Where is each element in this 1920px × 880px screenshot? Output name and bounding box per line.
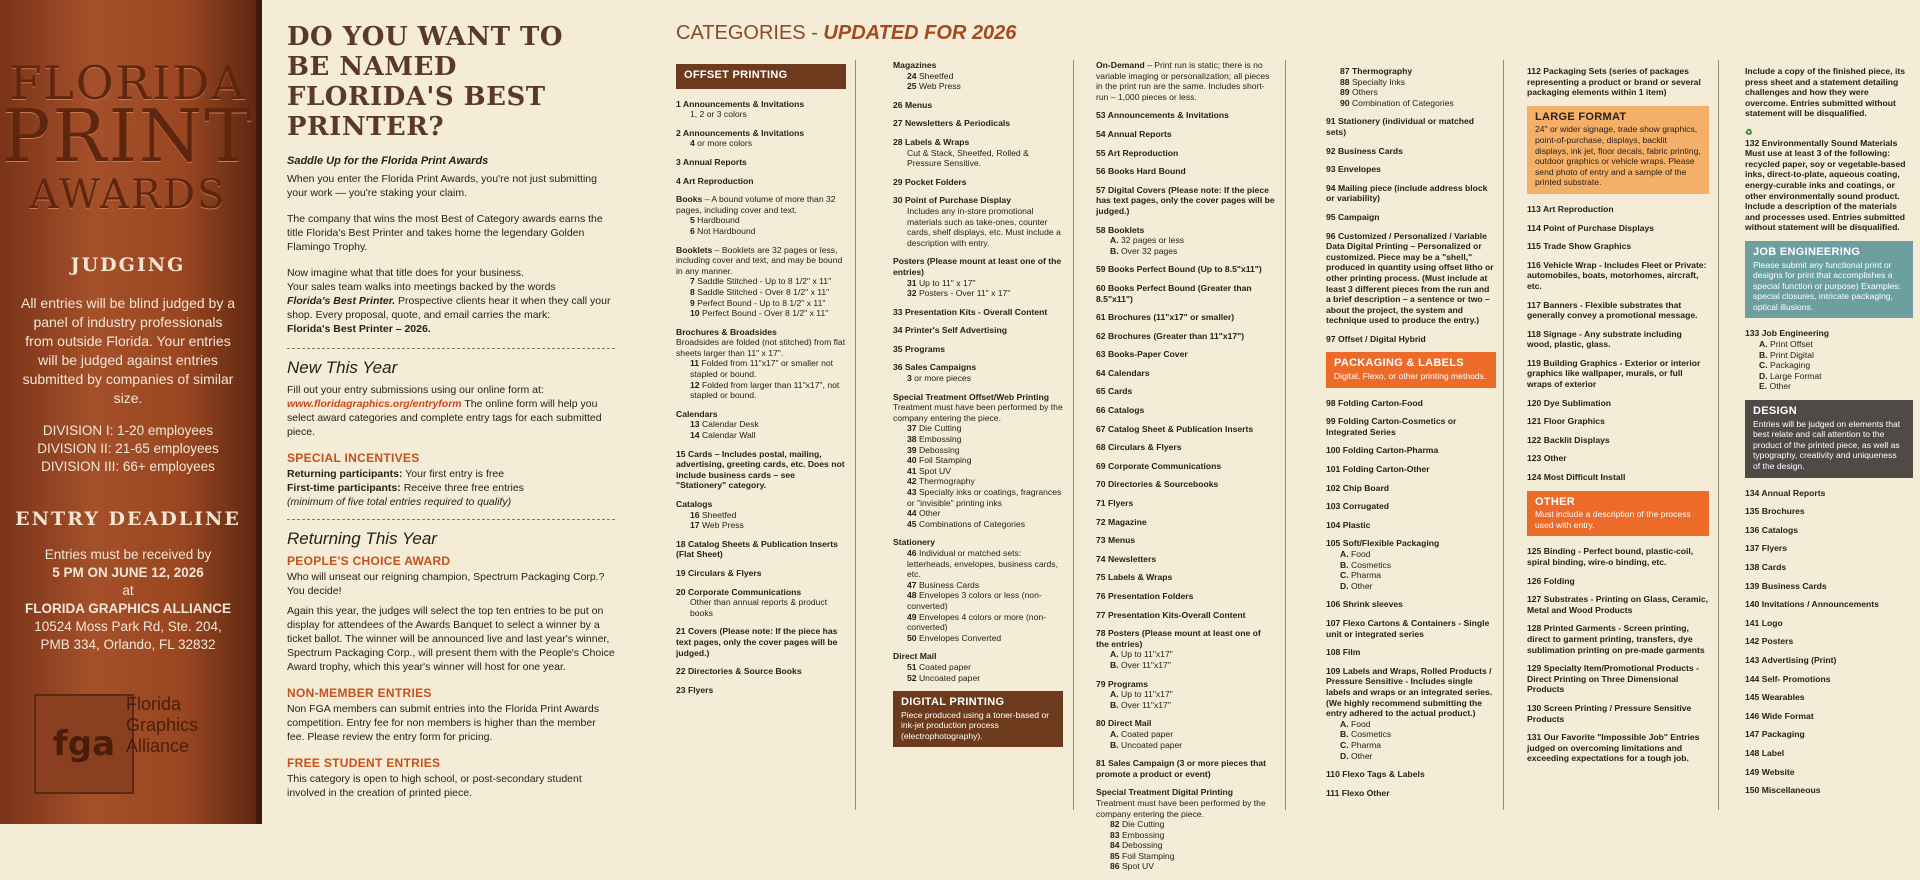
fga-logo xyxy=(34,690,244,780)
paragraph: Again this year, the judges will select the top ten entries to be put on display for attendees of the Awards Banquet to select a winner by a ticket ballot. The winner will be announced live and last year's winner, Spectrum Packaging Corp., will present them with the People's Choice Award trophy, which this year's winner will host for one year. xyxy=(287,605,615,673)
label: Returning participants: xyxy=(287,468,403,480)
category-item: 118 Signage - Any substrate including wood, plastic, glass. xyxy=(1527,328,1682,350)
category-item: 35 Programs xyxy=(893,343,946,354)
column-divider xyxy=(1073,60,1074,810)
divisions-list xyxy=(18,422,238,476)
text: Your sales team walks into meetings backed by the words xyxy=(287,281,556,293)
category-item: 36 Sales Campaigns 3 or more pieces xyxy=(893,362,977,384)
org-name: FLORIDA GRAPHICS ALLIANCE xyxy=(25,601,231,616)
category-item: Calendars 13 Calendar Desk 14 Calendar Wall xyxy=(676,408,759,441)
category-item: 75 Labels & Wraps xyxy=(1096,572,1173,583)
category-item: 33 Presentation Kits - Overall Content xyxy=(893,306,1048,317)
column-divider xyxy=(1718,60,1719,810)
category-item: 130 Screen Printing / Pressure Sensitive Products xyxy=(1527,702,1692,724)
text: Receive three free entries xyxy=(400,482,524,494)
category-item: 81 Sales Campaign (3 or more pieces that promote a product or event) xyxy=(1096,758,1267,779)
category-item: 140 Invitations / Announcements xyxy=(1745,599,1879,610)
deadline-line: Entries must be received by xyxy=(44,547,212,562)
category-item: 68 Circulars & Flyers xyxy=(1096,442,1182,453)
category-item: 105 Soft/Flexible Packaging A. Food B. Cosmetics C. Pharma D. Other xyxy=(1326,538,1440,591)
category-item: Stationery 46 Individual or matched sets: letterheads, envelopes, business cards, etc. 47 Business Cards 48 Envelopes 3 colors or less (non-converted) 49 Envelopes 4 colors or more (non-converted) 50 Envelopes Converted xyxy=(893,537,1058,643)
section-title: OTHER xyxy=(1535,495,1575,508)
category-item: Direct Mail 51 Coated paper 52 Uncoated paper xyxy=(893,651,981,683)
category-item: 108 Film xyxy=(1326,647,1361,658)
category-item: 74 Newsletters xyxy=(1096,553,1157,564)
category-item: 30 Point of Purchase Display Includes any in-store promotional materials such as take-ones, counter cards, shelf displays, etc. Must include a description with entry. xyxy=(893,195,1061,248)
paragraph: Who will unseat our reigning champion, Spectrum Packaging Corp.? You decide! xyxy=(287,571,605,597)
category-item: 116 Vehicle Wrap - Includes Fleet or Private: automobiles, boats, motorhomes, aircraft, etc. xyxy=(1527,259,1707,291)
category-item: 119 Building Graphics - Exterior or interior graphics like wallpaper, murals, or full wraps of exterior xyxy=(1527,357,1701,390)
category-item: 146 Wide Format xyxy=(1745,710,1814,721)
text: Florida's Best Printer. xyxy=(287,295,396,307)
category-item: 80 Direct Mail A. Coated paper B. Uncoated paper xyxy=(1096,718,1183,750)
category-item: 98 Folding Carton-Food xyxy=(1326,397,1423,408)
category-item: 66 Catalogs xyxy=(1096,405,1145,416)
category-item: 109 Labels and Wraps, Rolled Products / Pressure Sensitive - Includes single labels and wraps or an integrated series. (We highly recommend submitting the entry adhered to the actual product.) A. Food B. Cosmetics C. Pharma D. Other xyxy=(1326,665,1493,761)
category-item: 137 Flyers xyxy=(1745,543,1788,554)
headline: DO YOU WANT TO BE NAMED FLORIDA'S BEST PRINTER? xyxy=(287,22,564,142)
divider xyxy=(287,519,615,520)
logo-awards: AWARDS xyxy=(29,172,227,218)
column-divider xyxy=(1285,60,1286,810)
deadline-date: 5 PM ON JUNE 12, 2026 xyxy=(52,565,204,580)
category-column-5 xyxy=(1527,66,1709,772)
category-item: 150 Miscellaneous xyxy=(1745,785,1821,796)
category-item: Special Treatment Offset/Web Printing Treatment must have been performed by the company entering the piece. 37 Die Cutting 38 Embossing 39 Debossing 40 Foil Stamping 41 Spot UV 42 Thermography 43 Specialty inks or coatings, fragrances or "invisible" printing inks 44 Other 45 Combinations of Categories xyxy=(893,391,1063,529)
category-item: 91 Stationery (individual or matched sets) xyxy=(1326,116,1475,137)
paragraph: When you enter the Florida Print Awards, you're not just submitting your work — you're staking your claim. xyxy=(287,173,597,199)
column-divider xyxy=(1503,60,1504,810)
new-this-year-heading: New This Year xyxy=(287,358,398,377)
incentive-line xyxy=(287,467,615,481)
category-item: Magazines 24 Sheetfed 25 Web Press xyxy=(893,60,961,92)
category-item: 3 Annual Reports xyxy=(676,156,747,167)
category-item: 65 Cards xyxy=(1096,386,1133,397)
section-description: Piece produced using a toner-based or ink-jet production process (electrophotography). xyxy=(901,709,1050,741)
text: The online form will help you select award categories and complete entry tags for each submitted piece. xyxy=(287,398,602,438)
category-item: 147 Packaging xyxy=(1745,729,1805,740)
category-item: 143 Advertising (Print) xyxy=(1745,654,1837,665)
category-item: 145 Wearables xyxy=(1745,692,1805,703)
category-item: 126 Folding xyxy=(1527,575,1575,586)
category-item: 103 Corrugated xyxy=(1326,501,1390,512)
section-description: Must include a description of the process used with entry. xyxy=(1535,509,1691,530)
category-item: 127 Substrates - Printing on Glass, Ceramic, Metal and Wood Products xyxy=(1527,594,1709,615)
category-item: Posters (Please mount at least one of the entries) 31 Up to 11" x 17" 32 Posters - Over 11" x 17" xyxy=(893,256,1062,299)
category-item: 28 Labels & Wraps Cut & Stack, Sheetfed, Rolled & Pressure Sensitive. xyxy=(893,136,1029,169)
category-item: 138 Cards xyxy=(1745,561,1787,572)
section-box xyxy=(893,691,1063,747)
category-item: 60 Books Perfect Bound (Greater than 8.5"x11") xyxy=(1096,282,1252,304)
incentive-note: (minimum of five total entries required to qualify) xyxy=(287,496,512,508)
org-address: PMB 334, Orlando, FL 32832 xyxy=(40,637,216,652)
category-item: 106 Shrink sleeves xyxy=(1326,599,1403,610)
category-item: 101 Folding Carton-Other xyxy=(1326,464,1430,475)
logo-print: PRINT xyxy=(1,94,255,178)
category-item: 94 Mailing piece (include address block or variability) xyxy=(1326,182,1488,204)
logo-florida: FLORIDA xyxy=(9,56,247,110)
text: Your first entry is free xyxy=(402,468,505,480)
category-item: 26 Menus xyxy=(893,99,933,110)
category-item: 110 Flexo Tags & Labels xyxy=(1326,769,1425,780)
special-incentives-heading: SPECIAL INCENTIVES xyxy=(287,451,420,465)
category-column-1 xyxy=(676,60,846,703)
category-item: 131 Our Favorite "Impossible Job" Entries judged on overcoming limitations and exceeding expectations for a tough job. xyxy=(1527,732,1700,764)
category-item: 133 Job Engineering A. Print Offset B. Print Digital C. Packaging D. Large Format E. Other xyxy=(1745,328,1830,392)
section-box xyxy=(676,64,846,89)
category-item: 21 Covers (Please note: If the piece has text pages, only the cover pages will be judged.) xyxy=(676,626,838,658)
category-item: 18 Catalog Sheets & Publication Inserts (Flat Sheet) xyxy=(676,538,838,560)
category-item: 27 Newsletters & Periodicals xyxy=(893,118,1011,129)
fga-name-line: Alliance xyxy=(126,736,190,756)
category-item: Brochures & Broadsides Broadsides are folded (not stitched) from flat sheets larger than 11" x 17". 11 Folded from 11"x17" or smaller not stapled or bound. 12 Folded from larger than 11"x17", not stapled or bound. xyxy=(676,326,846,401)
section-box xyxy=(1745,241,1913,319)
category-item: 123 Other xyxy=(1527,453,1567,464)
category-item: 129 Specialty Item/Promotional Products - Direct Printing on Three Dimensional Products xyxy=(1527,663,1699,695)
category-item: 111 Flexo Other xyxy=(1326,787,1390,798)
section-description: Please submit any functional print or designs for print that accomplishes a special function or purpose) Examples: special closures, intricate packaging, optical illusions. xyxy=(1753,259,1902,312)
recycle-icon: ♻ xyxy=(1745,126,1753,137)
category-item: 136 Catalogs xyxy=(1745,524,1799,535)
deadline-heading: ENTRY DEADLINE xyxy=(15,508,241,530)
left-panel xyxy=(0,0,262,824)
intro-column xyxy=(287,22,615,812)
category-item: 120 Dye Sublimation xyxy=(1527,397,1612,408)
category-item: 87 Thermography 88 Specialty Inks 89 Others 90 Combination of Categories xyxy=(1340,66,1454,108)
category-item: 57 Digital Covers (Please note: If the piece has text pages, only the cover pages will be judged.) xyxy=(1096,184,1275,216)
column-divider xyxy=(855,60,856,810)
student-heading: FREE STUDENT ENTRIES xyxy=(287,756,441,770)
label: First-time participants: xyxy=(287,482,401,494)
judging-heading: JUDGING xyxy=(70,254,186,276)
category-item: On-Demand – Print run is static; there is no variable imaging or personalization; all pieces in the print run are the same. Includes short-run – 1,000 pieces or less. xyxy=(1096,60,1270,102)
section-description: Digital, Flexo, or other printing methods. xyxy=(1334,371,1487,382)
section-description: Entries will be judged on elements that best relate and call attention to the product of the printed piece, as well as typography, creativity and uniqueness of the design. xyxy=(1753,418,1901,471)
category-item: 53 Announcements & Invitations xyxy=(1096,110,1229,121)
category-item: 107 Flexo Cartons & Containers - Single unit or integrated series xyxy=(1326,617,1490,639)
non-member-heading: NON-MEMBER ENTRIES xyxy=(287,686,432,700)
text: Prospective clients hear it when they call your shop. Every proposal, quote, and email carries the mark: xyxy=(287,295,611,321)
category-item: 135 Brochures xyxy=(1745,506,1805,517)
category-item: Books – A bound volume of more than 32 pages, including cover and text. 5 Hardbound 6 Not Hardbound xyxy=(676,194,836,236)
category-item: 93 Envelopes xyxy=(1326,164,1381,175)
category-item: 71 Flyers xyxy=(1096,498,1134,509)
text: Fill out your entry submissions using our online form at: xyxy=(287,384,544,396)
text: Florida's Best Printer – 2026. xyxy=(287,323,431,335)
section-description: 24" or wider signage, trade show graphics, point-of-purchase, displays, backlit displays, ink jet, floor decals, fabric printing, outdoor graphics or vehicle wraps. Please send photo of entry and a sample of the printed substrate. xyxy=(1535,124,1701,188)
category-item: 139 Business Cards xyxy=(1745,580,1827,591)
category-item: 69 Corporate Communications xyxy=(1096,460,1222,471)
category-item: 114 Point of Purchase Displays xyxy=(1527,222,1655,233)
category-item: 1 Announcements & Invitations 1, 2 or 3 colors xyxy=(676,98,805,120)
text: Now imagine what that title does for your business. xyxy=(287,267,524,279)
section-title: DIGITAL PRINTING xyxy=(901,696,1005,709)
fga-mark: fga xyxy=(34,694,134,794)
org-address: 10524 Moss Park Rd, Ste. 204, xyxy=(34,619,222,634)
judging-text: All entries will be blind judged by a panel of industry professionals from outside Florida. Your entries will be judged against entries submitted by companies of similar size. xyxy=(20,295,235,406)
section-box xyxy=(1326,352,1496,387)
panel-edge xyxy=(256,0,262,824)
fga-name-line: Graphics xyxy=(126,715,199,735)
category-item: 125 Binding - Perfect bound, plastic-coil, spiral binding, wire-o binding, etc. xyxy=(1527,546,1694,567)
fga-name-line: Florida xyxy=(126,694,182,714)
category-item: 112 Packaging Sets (series of packages representing a product or brand or several packaging elements within 1 item) xyxy=(1527,66,1701,98)
category-item: Catalogs 16 Sheetfed 17 Web Press xyxy=(676,499,744,531)
entry-form-link[interactable]: www.floridagraphics.org/entryform xyxy=(287,398,462,410)
divider xyxy=(287,348,615,349)
category-column-3 xyxy=(1096,60,1276,880)
category-column-6 xyxy=(1745,66,1913,804)
paragraph: The company that wins the most Best of Category awards earns the title Florida's Best Printer and takes home the legendary Golden Flamingo Trophy. xyxy=(287,213,603,253)
category-item: 4 Art Reproduction xyxy=(676,175,754,186)
section-title: PACKAGING & LABELS xyxy=(1334,357,1464,370)
category-item: 78 Posters (Please mount at least one of the entries) A. Up to 11"x17" B. Over 11"x17" xyxy=(1096,628,1261,670)
category-item: 100 Folding Carton-Pharma xyxy=(1326,445,1439,456)
category-item: 121 Floor Graphics xyxy=(1527,416,1605,427)
category-item: 122 Backlit Displays xyxy=(1527,434,1610,445)
category-item: 124 Most Difficult Install xyxy=(1527,472,1626,483)
section-title: JOB ENGINEERING xyxy=(1753,245,1861,258)
title-text: CATEGORIES - xyxy=(676,22,824,44)
category-item: 59 Books Perfect Bound (Up to 8.5"x11") xyxy=(1096,264,1262,275)
category-item: 15 Cards – Includes postal, mailing, advertising, greeting cards, etc. Does not include business cards – see "Stationery" category. xyxy=(676,448,845,491)
section-box xyxy=(1745,400,1913,478)
subhead: Saddle Up for the Florida Print Awards xyxy=(287,155,489,167)
section-title: OFFSET PRINTING xyxy=(684,69,788,81)
division-item: DIVISION II: 21-65 employees xyxy=(37,441,219,456)
category-item: 55 Art Reproduction xyxy=(1096,147,1179,158)
category-item: 113 Art Reproduction xyxy=(1527,203,1614,214)
incentive-line xyxy=(287,481,615,495)
category-item: 56 Books Hard Bound xyxy=(1096,166,1186,177)
title-highlight: UPDATED FOR 2026 xyxy=(823,22,1017,44)
category-item: 72 Magazine xyxy=(1096,516,1147,527)
deadline-at: at xyxy=(122,583,134,598)
paragraph: This category is open to high school, or post-secondary student involved in the creation of printed piece. xyxy=(287,773,582,799)
fga-name xyxy=(126,694,246,757)
category-item: 23 Flyers xyxy=(676,684,714,695)
category-item: 2 Announcements & Invitations 4 or more colors xyxy=(676,127,805,149)
section-box xyxy=(1527,106,1709,194)
category-item: 54 Annual Reports xyxy=(1096,128,1172,139)
paragraph xyxy=(287,383,615,439)
category-item: 97 Offset / Digital Hybrid xyxy=(1326,333,1426,344)
deadline-text xyxy=(12,546,244,654)
category-column-4 xyxy=(1326,66,1496,806)
category-item: 67 Catalog Sheet & Publication Inserts xyxy=(1096,423,1254,434)
category-item: 73 Menus xyxy=(1096,535,1136,546)
category-item: 20 Corporate Communications Other than annual reports & product books xyxy=(676,586,828,618)
category-item: Include a copy of the finished piece, its press sheet and a statement detailing challenges and how they were overcome. Entries submitted without statement will be disqualified. xyxy=(1745,66,1905,119)
section-title: DESIGN xyxy=(1753,405,1797,418)
category-item: 58 Booklets A. 32 pages or less B. Over 32 pages xyxy=(1096,224,1185,256)
categories-title xyxy=(676,22,1016,45)
category-item: 99 Folding Carton-Cosmetics or Integrated Series xyxy=(1326,416,1457,437)
category-item: 96 Customized / Personalized / Variable Data Digital Printing – Personalized or customized. Piece may be a "shell," produced in quantity using offset litho or other printing process. (Must include at least 3 different pieces from the run and a brief description – a sentence or two – about the project, the system and technique used to produce the entry.) xyxy=(1326,230,1494,326)
category-item: ♻ 132 Environmentally Sound Materials Must use at least 3 of the following: recycled paper, soy or vegetable-based inks, direct-to-plate, aqueous coating, energy-curable inks and coatings, or other environmentally sound product. Include a description of the materials and processes used. Entries submitted without statement will be disqualified. xyxy=(1745,126,1906,233)
category-item: 149 Website xyxy=(1745,766,1795,777)
category-item: 19 Circulars & Flyers xyxy=(676,567,762,578)
category-item: 104 Plastic xyxy=(1326,519,1371,530)
category-item: 128 Printed Garments - Screen printing, direct to garment printing, transfers, dye sublimation printing on pre-made garments xyxy=(1527,623,1705,655)
peoples-choice-heading: PEOPLE'S CHOICE AWARD xyxy=(287,554,451,568)
section-box xyxy=(1527,491,1709,537)
category-item: 79 Programs A. Up to 11"x17" B. Over 11"x17" xyxy=(1096,678,1173,710)
category-item: 134 Annual Reports xyxy=(1745,487,1826,498)
returning-heading: Returning This Year xyxy=(287,529,437,548)
category-item: 141 Logo xyxy=(1745,617,1783,628)
section-title: LARGE FORMAT xyxy=(1535,110,1627,123)
category-item: 29 Pocket Folders xyxy=(893,176,967,187)
category-item: 117 Banners - Flexible substrates that generally convey a promotional message. xyxy=(1527,299,1698,321)
category-item: 115 Trade Show Graphics xyxy=(1527,241,1632,252)
category-item: 148 Label xyxy=(1745,747,1785,758)
category-item: 102 Chip Board xyxy=(1326,482,1390,493)
category-item: 64 Calendars xyxy=(1096,367,1150,378)
category-item: 61 Brochures (11"x17" or smaller) xyxy=(1096,312,1235,323)
category-item: Booklets – Booklets are 32 pages or less, including cover and text, and may be bound in any manner. 7 Saddle Stitched - Up to 8 1/2" x 11" 8 Saddle Stitched - Over 8 1/2" x 11" 9 Perfect Bound - Up to 8 1/2" x 11" 10 Perfect Bound - Over 8 1/2" x 11" xyxy=(676,244,843,319)
paragraph xyxy=(287,266,615,336)
category-item: 63 Books-Paper Cover xyxy=(1096,349,1188,360)
category-item: 142 Posters xyxy=(1745,636,1794,647)
division-item: DIVISION III: 66+ employees xyxy=(41,459,215,474)
category-item: 76 Presentation Folders xyxy=(1096,591,1194,601)
category-item: 144 Self- Promotions xyxy=(1745,673,1831,684)
category-item: Special Treatment Digital Printing Treatment must have been performed by the company entering the piece. 82 Die Cutting 83 Embossing 84 Debossing 85 Foil Stamping 86 Spot UV xyxy=(1096,787,1266,872)
paragraph: Non FGA members can submit entries into the Florida Print Awards competition. Entry fee for non members is higher than the member fee. Please review the entry form for pricing. xyxy=(287,703,600,743)
category-item: 70 Directories & Sourcebooks xyxy=(1096,479,1219,490)
category-item: 22 Directories & Source Books xyxy=(676,666,802,677)
category-item: 77 Presentation Kits-Overall Content xyxy=(1096,609,1246,620)
division-item: DIVISION I: 1-20 employees xyxy=(42,423,214,438)
category-column-2 xyxy=(893,60,1063,757)
category-item: 62 Brochures (Greater than 11"x17") xyxy=(1096,330,1245,341)
category-item: 92 Business Cards xyxy=(1326,145,1403,156)
category-item: 34 Printer's Self Advertising xyxy=(893,325,1007,336)
category-item: 95 Campaign xyxy=(1326,211,1380,222)
